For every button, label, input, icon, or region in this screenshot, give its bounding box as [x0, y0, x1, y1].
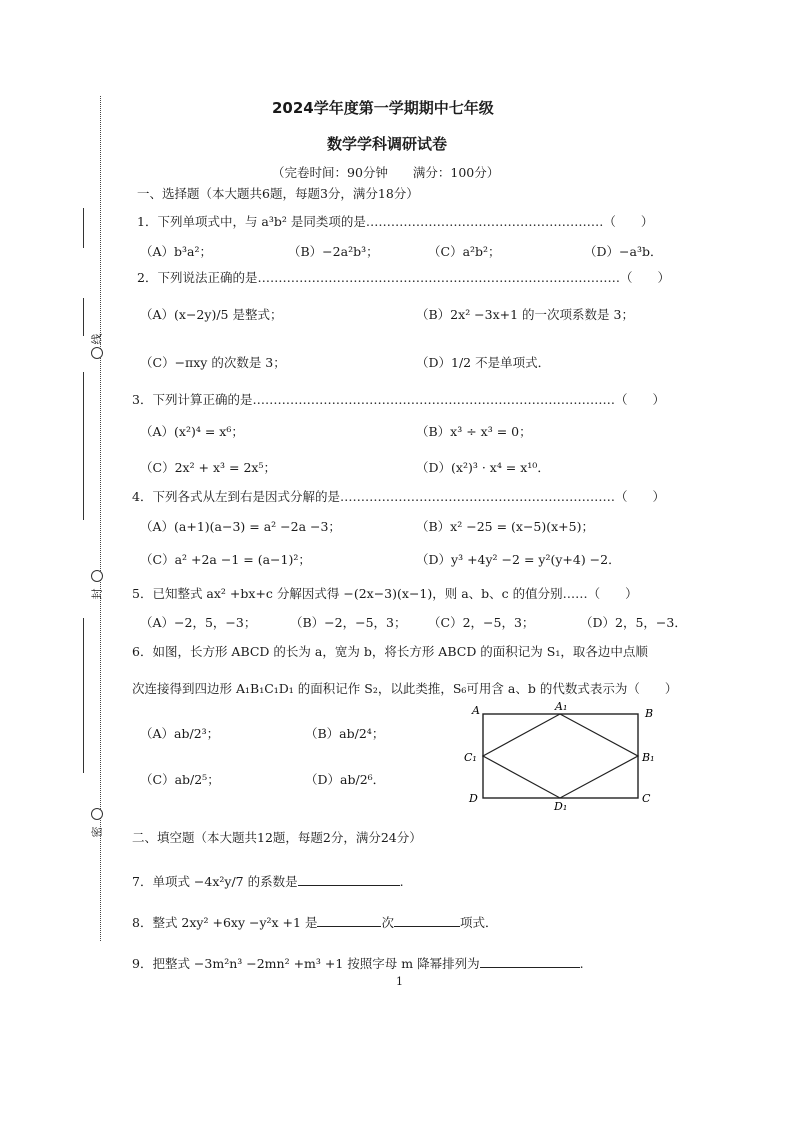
label-a1: A₁	[555, 700, 568, 713]
q3-option-c: （C）2x² + x³ = 2x⁵；	[140, 460, 276, 475]
question-7: 7．单项式 −4x²y/7 的系数是 .	[132, 874, 404, 889]
binding-bar	[83, 372, 84, 520]
secret-char: 密	[90, 826, 104, 838]
q2-option-c: （C）−πxy 的次数是 3；	[140, 355, 286, 370]
rectangle-abcd	[483, 714, 638, 798]
label-b: B	[645, 707, 654, 720]
question-2-stem: 2．下列说法正确的是……………………………………………………………………………（ ）	[137, 270, 670, 285]
quadrilateral-a1b1c1d1	[483, 714, 638, 798]
q5-option-c: （C）2，−5，3；	[428, 615, 535, 630]
label-d1: D₁	[554, 800, 568, 813]
label-c1: C₁	[464, 751, 477, 764]
page-number: 1	[396, 975, 403, 988]
binding-circle	[91, 808, 103, 820]
q8-terms-blank[interactable]	[394, 914, 460, 927]
question-8-text-a: 8．整式 2xy² +6xy −y²x +1 是	[132, 915, 318, 930]
exam-info: （完卷时间：90分钟 满分：100分）	[272, 165, 500, 180]
binding-circle	[91, 347, 103, 359]
q3-option-b: （B）x³ ÷ x³ = 0；	[416, 424, 532, 439]
question-1-stem: 1．下列单项式中，与 a³b² 是同类项的是…………………………………………………（ ）	[137, 214, 654, 229]
question-8-text-b: 次	[381, 915, 394, 930]
q4-option-a: （A）(a+1)(a−3) = a² −2a −3；	[140, 519, 341, 534]
question-8-text-c: 项式．	[459, 915, 498, 930]
question-3-stem: 3．下列计算正确的是……………………………………………………………………………（ ）	[132, 392, 665, 407]
q5-option-b: （B）−2，−5，3；	[290, 615, 407, 630]
binding-bar	[83, 298, 84, 336]
q1-option-c: （C）a²b²；	[428, 244, 501, 259]
q1-option-b: （B）−2a²b³；	[288, 244, 379, 259]
question-9-text: 9．把整式 −3m²n³ −2mn² +m³ +1 按照字母 m 降幂排列为	[132, 956, 480, 971]
q3-option-d: （D）(x²)³ · x⁴ = x¹⁰．	[416, 460, 550, 475]
binding-bar	[83, 208, 84, 248]
q7-answer-blank[interactable]	[298, 873, 400, 886]
exam-title: 2024学年度第一学期期中七年级	[272, 99, 494, 117]
question-9: 9．把整式 −3m²n³ −2mn² +m³ +1 按照字母 m 降幂排列为 .	[132, 956, 584, 971]
question-8	[132, 913, 498, 931]
q8-degree-blank[interactable]	[317, 914, 381, 927]
question-5-stem: 5．已知整式 ax² +bx+c 分解因式得 −(2x−3)(x−1)，则 a、b、c 的值分别……（ ）	[132, 586, 638, 601]
section2-heading: 二、填空题（本大题共12题，每题2分，满分24分）	[132, 830, 422, 845]
label-c: C	[642, 792, 651, 805]
q2-option-d: （D）1/2 不是单项式．	[416, 355, 551, 370]
q3-option-a: （A）(x²)⁴ = x⁶；	[140, 424, 244, 439]
seal-char: 封	[90, 588, 104, 600]
line-char: 线	[90, 333, 104, 345]
q6-option-b: （B）ab/2⁴；	[305, 726, 385, 741]
binding-bar	[83, 618, 84, 773]
q4-option-c: （C）a² +2a −1 = (a−1)²；	[140, 552, 311, 567]
q1-option-d: （D）−a³b．	[584, 244, 663, 259]
question-6-stem-2: 次连接得到四边形 A₁B₁C₁D₁ 的面积记作 S₂，以此类推，S₆可用含 a、b 的代数式表示为（ ）	[132, 681, 678, 696]
binding-circle	[91, 570, 103, 582]
q4-option-d: （D）y³ +4y² −2 = y²(y+4) −2．	[416, 552, 621, 567]
q9-answer-blank[interactable]	[480, 955, 580, 968]
q5-option-d: （D）2，5，−3．	[580, 615, 687, 630]
q1-option-a: （A）b³a²；	[140, 244, 213, 259]
rectangle-midpoint-figure	[460, 700, 670, 815]
q6-option-d: （D）ab/2⁶．	[305, 772, 386, 787]
q6-option-c: （C）ab/2⁵；	[140, 772, 220, 787]
label-d: D	[469, 792, 478, 805]
q2-option-a: （A）(x−2y)/5 是整式；	[140, 307, 283, 322]
q5-option-a: （A）−2，5，−3；	[140, 615, 257, 630]
label-b1: B₁	[642, 751, 655, 764]
exam-subtitle: 数学学科调研试卷	[327, 135, 448, 153]
question-7-text: 7．单项式 −4x²y/7 的系数是	[132, 874, 298, 889]
label-a: A	[472, 704, 480, 717]
q2-option-b: （B）2x² −3x+1 的一次项系数是 3；	[416, 307, 634, 322]
section1-heading: 一、选择题（本大题共6题，每题3分，满分18分）	[137, 186, 419, 201]
question-4-stem: 4．下列各式从左到右是因式分解的是…………………………………………………………（ ）	[132, 489, 665, 504]
question-6-stem: 6．如图，长方形 ABCD 的长为 a，宽为 b，将长方形 ABCD 的面积记为 S₁，取各边中点顺	[132, 644, 648, 659]
q4-option-b: （B）x² −25 = (x−5)(x+5)；	[416, 519, 594, 534]
q6-option-a: （A）ab/2³；	[140, 726, 220, 741]
